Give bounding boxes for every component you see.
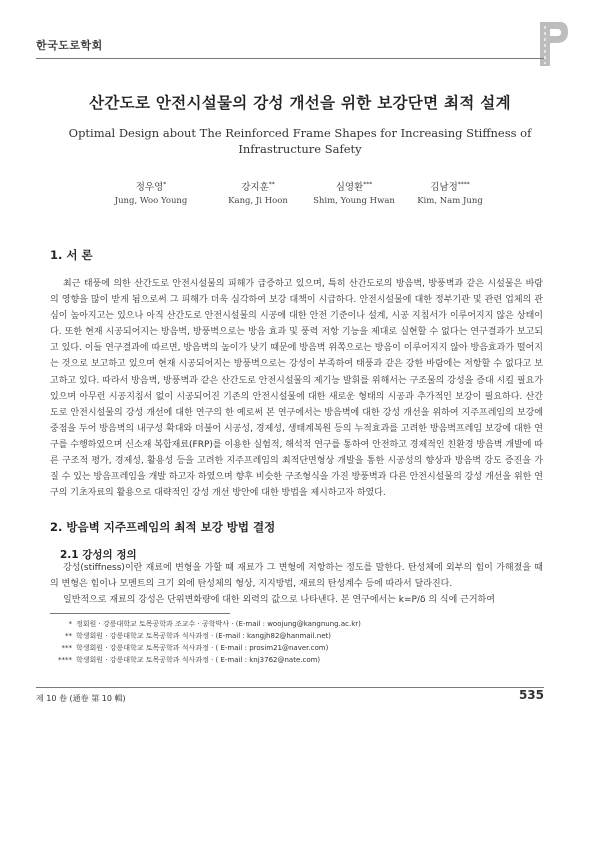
title-english-line1: Optimal Design about The Reinforced Frame Shapes for Increasing Stiffness of [68, 126, 532, 140]
author-mark: **** [457, 181, 470, 188]
footnote [50, 618, 361, 630]
footer-rule [36, 687, 544, 688]
author-name-korean: 정우영 [135, 182, 164, 193]
footnote [50, 642, 361, 654]
volume-info: 제 10 卷 (通卷 第 10 輯) [36, 694, 126, 703]
author-mark: * [163, 181, 167, 188]
journal-name: 한국도로학회 [36, 39, 103, 52]
footnote-text: 학생회원 · 강릉대학교 토목공학과 석사과정 · ( E-mail : knj3762@nate.com) [76, 656, 321, 664]
author-mark: *** [363, 181, 373, 188]
footnote-text: 학생회원 · 강릉대학교 토목공학과 석사과정 · (E-mail : kangjh82@hanmail.net) [76, 632, 331, 640]
section-heading: 2. 방음벽 지주프레임의 최적 보강 방법 결정 [50, 520, 276, 534]
author [96, 178, 206, 207]
title-english-line2: Infrastructure Safety [238, 142, 362, 156]
body-paragraph [50, 560, 543, 608]
author-name-english: Kang, Ji Hoon [228, 196, 288, 206]
page-number: 535 [518, 688, 544, 702]
author-name-korean: 심영환 [335, 182, 364, 193]
footnote [50, 630, 361, 642]
author-name-korean: 김남정 [430, 182, 458, 193]
title-korean: 산간도로 안전시설물의 강성 개선을 위한 보강단면 최적 설계 [89, 94, 511, 112]
footnote-text: 학생회원 · 강릉대학교 토목공학과 석사과정 · ( E-mail : prosim21@naver.com) [76, 644, 329, 652]
header-rule [36, 58, 544, 59]
author-name-korean: 강지훈 [241, 182, 269, 193]
journal-logo-icon [530, 18, 570, 68]
footnote-mark: *** [61, 644, 72, 652]
footnotes [50, 618, 361, 666]
body-paragraph: 최근 태풍에 의한 산간도로 안전시설물의 피해가 급증하고 있으며, 특히 산간도로의 방음벽, 방풍벽과 같은 시설물은 바람의 영향을 많이 받게 됨으로써 그 피해가 더욱 심각하여 보강 대책이 시급하다. 안전시설물에 대한 정부기관 및 관련 업체의 관심이 높아지고는 있으나 아직 산간도로 안전시설물의 시공에 대한 안전 기준이나 설계, 시공 지침서가 이루어지지 않은 상태이다. 또한 현재 시공되어지는 방음벽, 방풍벽으로는 방음 효과 및 풍력 저항 기능을 제대로 실현할 수 없다는 연구결과가 보고되고 있다. 이들 연구결과에 따르면, 방음벽의 높이가 낮기 때문에 방음벽 위쪽으로는 방음이 이루어지지 않아 방음효과가 떨어지는 것으로 보고하고 있으며 현재 시공되어지는 방풍벽으로는 강성이 부족하여 태풍과 같은 강한 바람에는 저항할 수 없다고 보고하고 있다. 따라서 방음벽, 방풍벽과 같은 산간도로 안전시설물의 제기능 발휘를 위해서는 구조물의 강성을 증대 시킬 필요가 있으며 아무런 시공지침서 없이 시공되어진 기존의 안전시설물에 대한 새로운 형태의 시공과 추가적인 보강이 필요하다. 산간도로 안전시설물의 강성 개선에 대한 연구의 한 예로써 본 연구에서는 방음벽에 대한 강성 개선을 위하여 지주프레임의 보강에 중점을 두어 방음벽의 내구성 확대와 더불어 시공성, 경제성, 생태계복원 등의 누적효과를 고려한 방음벽프레임 보강에 대한 연구를 수행하였으며 신소재 복합재료(FRP)를 이용한 실험적, 해석적 연구를 통하여 안전하고 경제적인 친환경 방음벽 개발에 따른 구조적 평가, 경제성, 활용성 등을 고려한 지주프레임의 최적단면형상 개발을 통한 시공성의 향상과 방음벽 강도 증진을 가질 수 있는 방음프레임을 개발 하고자 하였으며 향후 비슷한 구조형식을 가진 방풍벽과 다른 안전시설물의 강성 개선을 위한 연구의 기초자료의 활용으로 대략적인 강성 개선 방안에 대한 방법을 제시하고자 하였다. [50, 279, 543, 499]
footnote [50, 654, 361, 666]
paragraph-text: 강성(stiffness)이란 재료에 변형을 가할 때 재료가 그 변형에 저항하는 정도를 말한다. 탄성체에 외부의 힘이 가해졌을 때의 변형은 힘이나 모멘트의 크기 외에 탄성체의 형상, 지지방법, 재료의 탄성계수 등에 따라서 달라진다. [50, 563, 543, 590]
footnote-rule [50, 613, 230, 614]
footnote-mark: * [68, 620, 72, 628]
author-name-english: Kim, Nam Jung [417, 196, 483, 206]
paragraph-text: 일반적으로 재료의 강성은 단위변화량에 대한 외력의 값으로 나타낸다. 본 연구에서는 k=P/δ 의 식에 근거하여 [63, 595, 495, 606]
footnote-mark: ** [65, 632, 72, 640]
footnote-text: 정회원 · 강릉대학교 토목공학과 조교수 · 공학박사 · (E-mail : woojung@kangnung.ac.kr) [76, 620, 361, 628]
title-english [60, 125, 540, 157]
subsection-heading: 2.1 강성의 정의 [60, 549, 137, 561]
author-name-english: Jung, Woo Young [114, 196, 188, 206]
section-heading: 1. 서 론 [50, 248, 93, 262]
author-mark: ** [268, 181, 275, 188]
author [203, 178, 313, 207]
author [299, 178, 409, 207]
author [395, 178, 505, 207]
author-name-english: Shim, Young Hwan [313, 196, 395, 206]
footnote-mark: **** [58, 656, 72, 664]
